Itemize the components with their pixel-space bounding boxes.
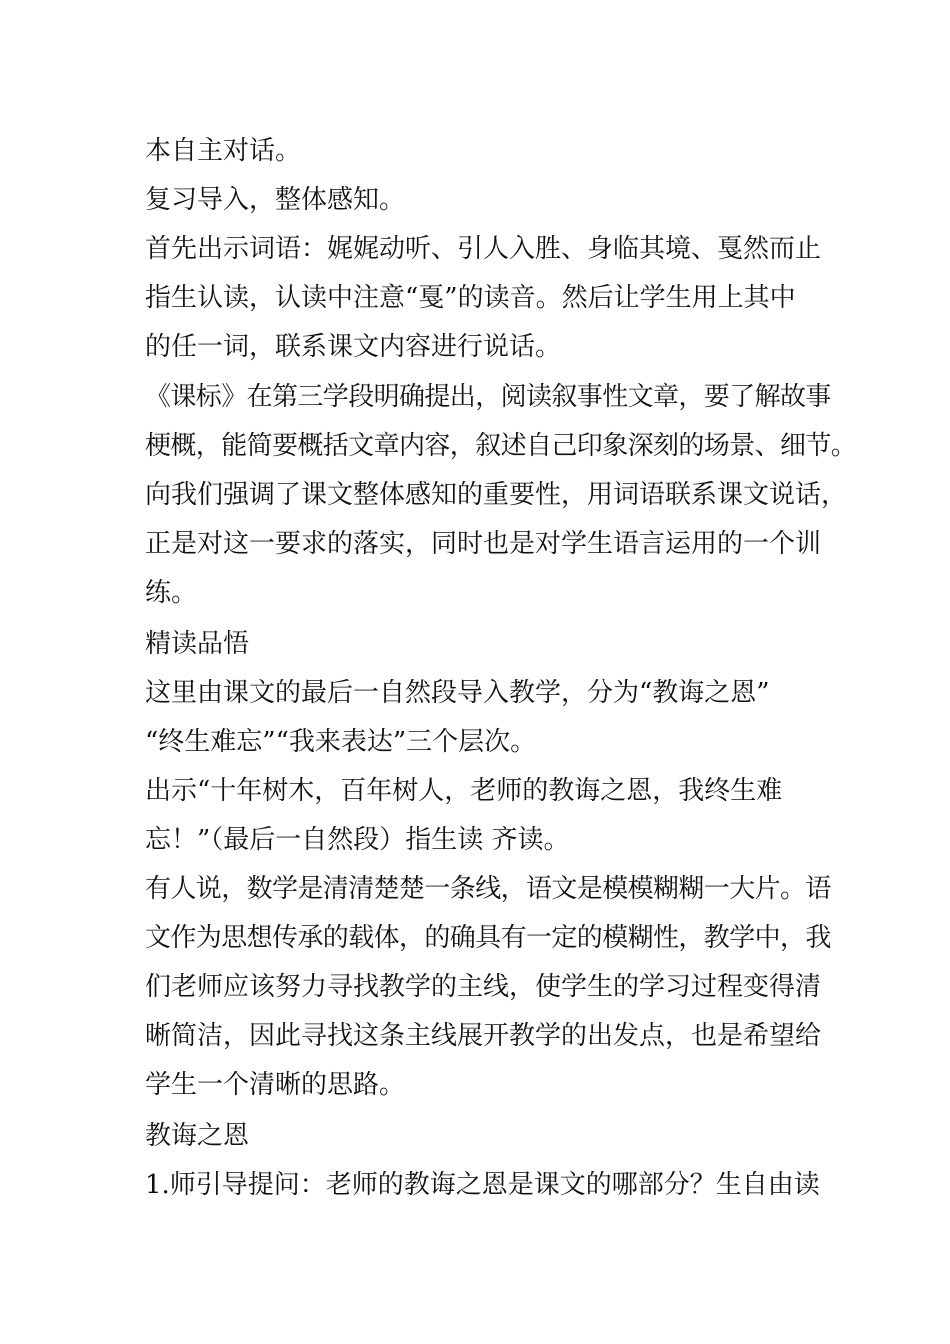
section-heading: 复习导入，整体感知。 [145, 185, 406, 215]
text-line: 们老师应该努力寻找教学的主线，使学生的学习过程变得清 [145, 972, 822, 1002]
text-line: 本自主对话。 [145, 136, 302, 166]
text-line: “终生难忘”“我来表达”三个层次。 [145, 727, 537, 757]
text-line: 梗概，能简要概括文章内容，叙述自己印象深刻的场景、细节。 [145, 431, 857, 461]
text-line: 向我们强调了课文整体感知的重要性，用词语联系课文说话， [145, 480, 848, 510]
section-heading: 教诲之恩 [145, 1121, 250, 1151]
text-line: 晰简洁，因此寻找这条主线展开教学的出发点，也是希望给 [145, 1021, 822, 1051]
text-line: 这里由课文的最后一自然段导入教学，分为“教诲之恩” [145, 678, 770, 708]
text-line: 文作为思想传承的载体，的确具有一定的模糊性，教学中，我 [145, 923, 831, 953]
text-line: 学生一个清晰的思路。 [145, 1070, 406, 1100]
text-line: 练。 [145, 578, 198, 608]
text-line: 正是对这一要求的落实，同时也是对学生语言运用的一个训 [145, 529, 822, 559]
text-line: 忘！”（最后一自然段）指生读 齐读。 [145, 825, 570, 855]
text-line: 《课标》在第三学段明确提出，阅读叙事性文章，要了解故事 [145, 382, 831, 412]
section-heading: 精读品悟 [145, 629, 250, 659]
text-line: 首先出示词语：娓娓动听、引人入胜、身临其境、戛然而止 [145, 234, 822, 264]
text-line: 的任一词，联系课文内容进行说话。 [145, 332, 562, 362]
text-line: 出示“十年树木，百年树人，老师的教诲之恩，我终生难 [145, 776, 783, 806]
text-line: 1.师引导提问：老师的教诲之恩是课文的哪部分？生自由读 [145, 1170, 820, 1200]
text-line: 有人说，数学是清清楚楚一条线，语文是模模糊糊一大片。语 [145, 874, 831, 904]
text-line: 指生认读，认读中注意“戛”的读音。然后让学生用上其中 [145, 283, 796, 313]
